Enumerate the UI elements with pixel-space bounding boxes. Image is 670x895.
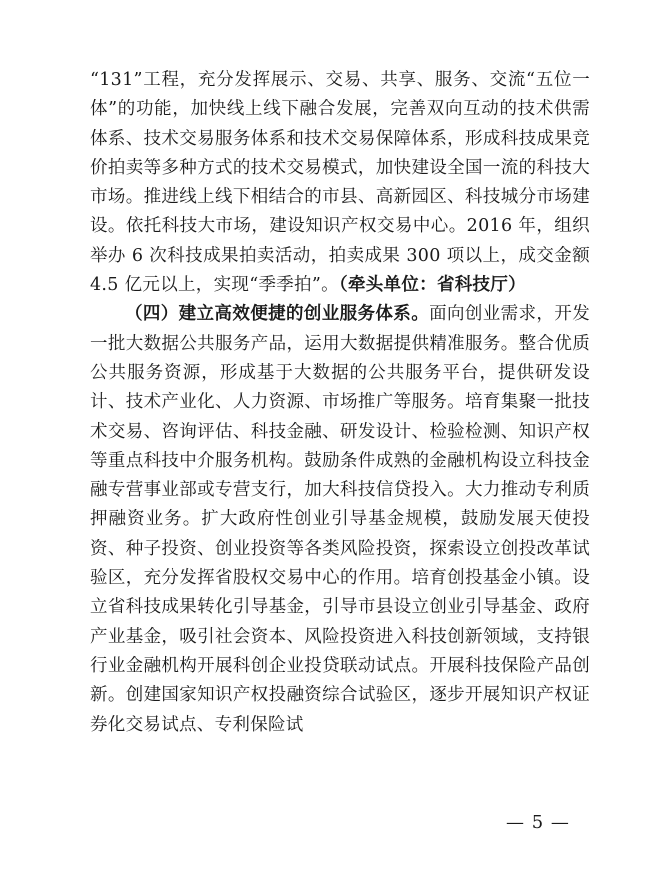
body-text (90, 66, 590, 740)
section-heading: （四）建立高效便捷的创业服务体系。 (125, 304, 430, 325)
paragraph-2 (90, 300, 590, 739)
paragraph-1 (90, 66, 590, 300)
lead-unit-note: （牵头单位：省科技厅） (338, 275, 526, 296)
paragraph-1-text: “131”工程，充分发挥展示、交易、共享、服务、交流“五位一体”的功能，加快线上线下融合发展，完善双向互动的技术供需体系、技术交易服务体系和技术交易保障体系，形成科技成果竞价拍卖等多种方式的技术交易模式，加快建设全国一流的科技大市场。推进线上线下相结合的市县、高新园区、科技城分市场建设。依托科技大市场，建设知识产权交易中心。2016 年，组织举办 6 次科技成果拍卖活动，拍卖成果 300 项以上，成交金额 4.5 亿元以上，实现“季季拍”。 (90, 70, 590, 296)
page-number: — 5 — (506, 812, 570, 833)
paragraph-2-text: 面向创业需求，开发一批大数据公共服务产品，运用大数据提供精准服务。整合优质公共服务资源，形成基于大数据的公共服务平台，提供研发设计、技术产业化、人力资源、市场推广等服务。培育集聚一批技术交易、咨询评估、科技金融、研发设计、检验检测、知识产权等重点科技中介服务机构。鼓励条件成熟的金融机构设立科技金融专营事业部或专营支行，加大科技信贷投入。大力推动专利质押融资业务。扩大政府性创业引导基金规模，鼓励发展天使投资、种子投资、创业投资等各类风险投资，探索设立创投改革试验区，充分发挥省股权交易中心的作用。培育创投基金小镇。设立省科技成果转化引导基金，引导市县设立创业引导基金、政府产业基金，吸引社会资本、风险投资进入科技创新领域，支持银行业金融机构开展科创企业投贷联动试点。开展科技保险产品创新。创建国家知识产权投融资综合试验区，逐步开展知识产权证券化交易试点、专利保险试 (90, 304, 590, 735)
